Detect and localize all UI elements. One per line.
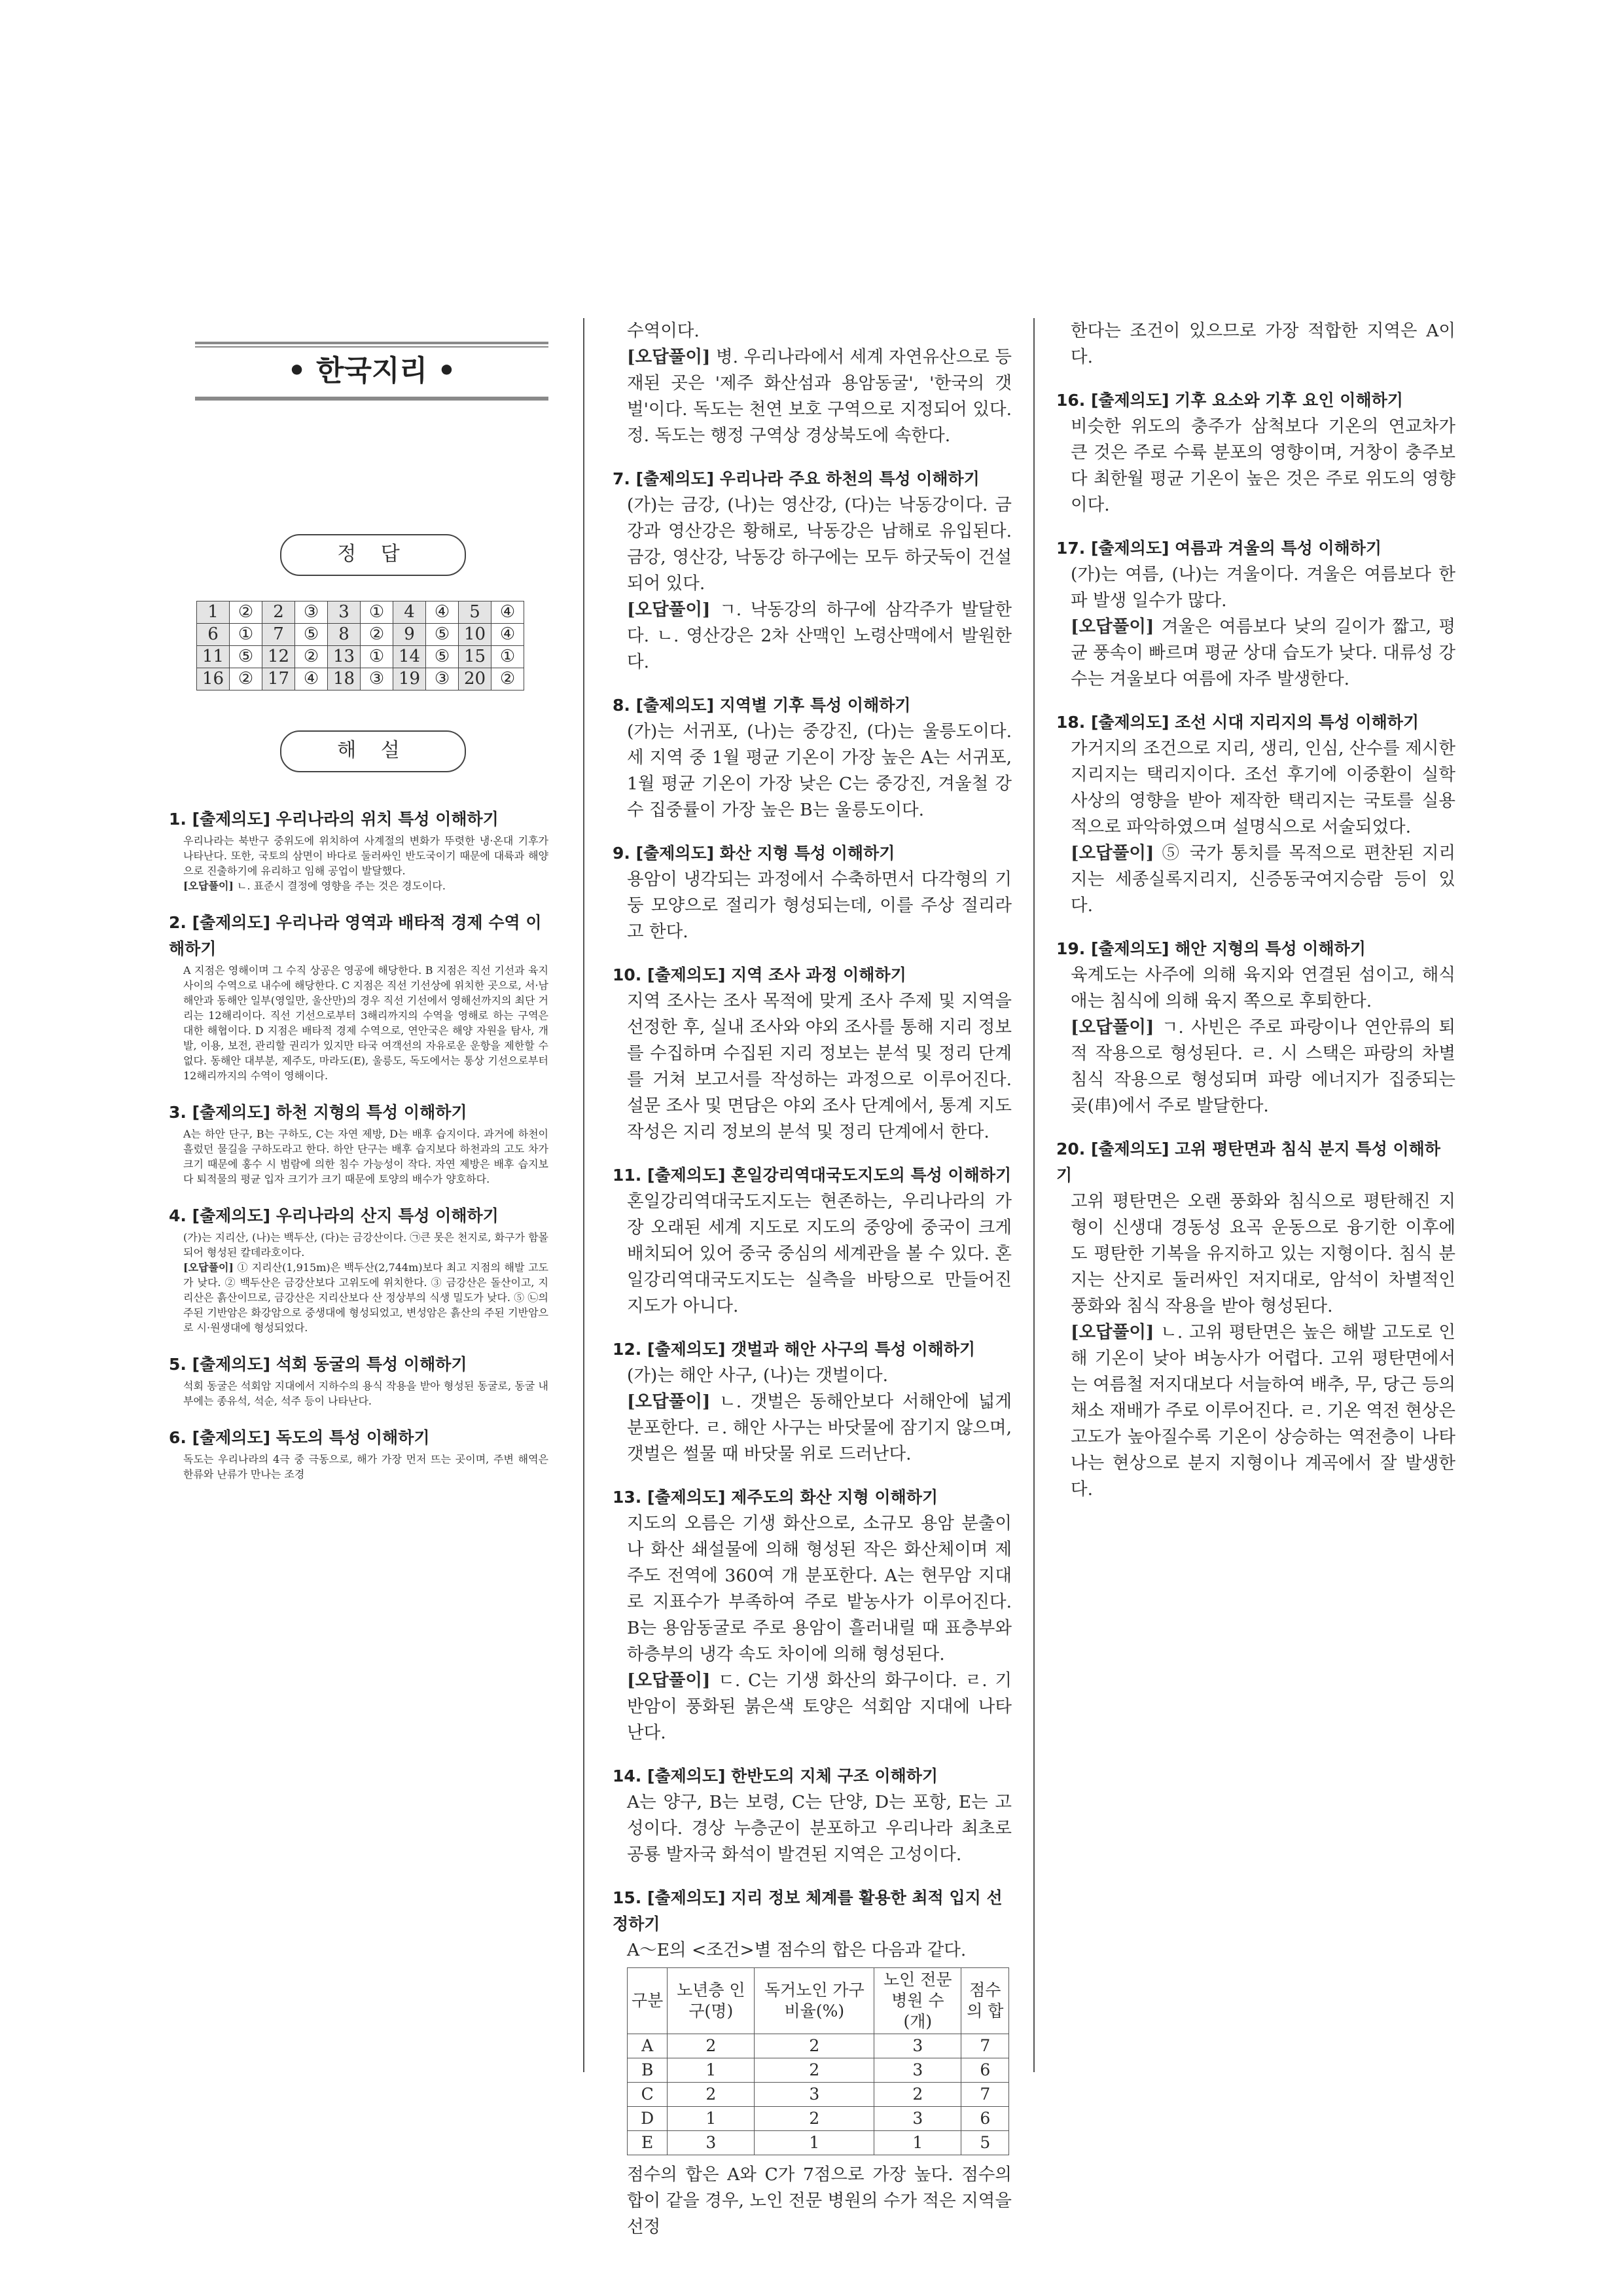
answer-number: 3 <box>328 601 361 624</box>
explanation-column-1 <box>169 806 548 1498</box>
table-row <box>628 2083 1009 2107</box>
question-body: 육계도는 사주에 의해 육지와 연결된 섬이고, 해식애는 침식에 의해 육지 쪽으로 후퇴한다. [오답풀이] ㄱ. 사빈은 주로 파랑이나 연안류의 퇴적 작용으로 형성된다. ㄹ. 시 스택은 파랑의 차별 침식 작용으로 형성되며 파랑 에너지가 집중되는 곶(串)에서 주로 발달한다. <box>1071 965 1455 1116</box>
answer-number: 20 <box>459 668 491 691</box>
question-body: 석회 동굴은 석회암 지대에서 지하수의 용식 작용을 받아 형성된 동굴로, 동굴 내부에는 종유석, 석순, 석주 등이 나타난다. <box>183 1380 548 1407</box>
question-18 <box>1056 709 1455 919</box>
question-20 <box>1056 1136 1455 1503</box>
question-body: (가)는 지리산, (나)는 백두산, (다)는 금강산이다. ㉠큰 못은 천지로, 화구가 함몰되어 형성된 칼데라호이다. [오답풀이] ① 지리산(1,915m)은 백두산(2,744m)보다 최고 지점의 해발 고도가 낮다. ② 백두산은 금강산보다 고위도에 위치한다. ③ 금강산은 돌산이고, 지리산은 흙산이므로, 금강산은 지리산보다 산 정상부의 식생 밀도가 낮다. ⑤ ㉡의 주된 기반암은 화강암으로 중생대에 형성되었고, 변성암은 흙산의 주된 기반암으로 시·원생대에 형성되었다. <box>183 1231 548 1334</box>
question-body: A 지점은 영해이며 그 수직 상공은 영공에 해당한다. B 지점은 직선 기선과 육지 사이의 수역으로 내수에 해당한다. C 지점은 직선 기선상에 위치한 곳으로, 서·남해안과 동해안 일부(영일만, 울산만)의 경우 직선 기선에서 영해선까지의 최단 거리는 12해리이다. 직선 기선으로부터 3해리까지의 수역을 영해로 하는 구역은 대한 해협이다. D 지점은 배타적 경제 수역으로, 연안국은 해양 자원을 탐사, 개발, 이용, 보전, 관리할 권리가 있지만 타국 여객선의 자유로운 운항을 제한할 수 없다. 동해안 대부분, 제주도, 마라도(E), 울릉도, 독도에서는 통상 기선으로부터 12해리까지의 수역이 영해이다. <box>183 964 548 1082</box>
table-cell: 2 <box>874 2083 961 2107</box>
answer-number: 16 <box>197 668 230 691</box>
answer-row <box>197 668 524 691</box>
question-body: 용암이 냉각되는 과정에서 수축하면서 다각형의 기둥 모양으로 절리가 형성되는데, 이를 주상 절리라고 한다. <box>627 869 1012 942</box>
table-row <box>628 2107 1009 2131</box>
answer-choice: ③ <box>426 668 459 691</box>
answer-choice: ④ <box>295 668 328 691</box>
question-heading: 7. [출제의도] 우리나라 주요 하천의 특성 이해하기 <box>613 469 980 488</box>
answer-row <box>197 601 524 624</box>
question-heading: 13. [출제의도] 제주도의 화산 지형 이해하기 <box>613 1488 938 1507</box>
answer-choice: ② <box>491 668 524 691</box>
question-body: 비슷한 위도의 충주가 삼척보다 기온의 연교차가 큰 것은 주로 수륙 분포의 영향이며, 거창이 충주보다 최한월 평균 기온이 높은 것은 주로 위도의 영향이다. <box>1071 416 1455 515</box>
table-cell: 2 <box>755 2107 874 2131</box>
answer-choice: ② <box>230 601 262 624</box>
table-cell: 3 <box>874 2058 961 2083</box>
title-rule-top <box>195 342 548 344</box>
answer-number: 19 <box>393 668 426 691</box>
answer-number: 12 <box>262 646 295 668</box>
answer-choice: ③ <box>295 601 328 624</box>
table-cell: B <box>628 2058 668 2083</box>
table-cell: 3 <box>755 2083 874 2107</box>
question-body: A～E의 <조건>별 점수의 합은 다음과 같다. <box>627 1940 967 1960</box>
title-block <box>195 342 548 401</box>
table-cell: D <box>628 2107 668 2131</box>
answer-table <box>196 601 524 691</box>
answer-choice: ① <box>491 646 524 668</box>
table-cell: 2 <box>668 2034 755 2058</box>
question-14 <box>613 1763 1012 1868</box>
answer-choice: ② <box>230 668 262 691</box>
score-table-header <box>628 1968 1009 2034</box>
table-cell: 1 <box>755 2131 874 2155</box>
answer-label: 정 답 <box>280 534 466 576</box>
answer-choice: ⑤ <box>230 646 262 668</box>
question-heading: 20. [출제의도] 고위 평탄면과 침식 분지 특성 이해하기 <box>1056 1139 1440 1185</box>
explanation-label: 해 설 <box>280 730 466 772</box>
question-body: 한다는 조건이 있으므로 가장 적합한 지역은 A이다. <box>1071 321 1455 367</box>
question-body: 지도의 오름은 기생 화산으로, 소규모 용암 분출이나 화산 쇄설물에 의해 형성된 작은 화산체이며 제주도 전역에 360여 개 분포한다. A는 현무암 지대로 지표수가 부족하여 주로 밭농사가 이루어진다. B는 용암동굴로 주로 용암이 흘러내릴 때 표층부와 하층부의 냉각 속도 차이에 의해 형성된다. [오답풀이] ㄷ. C는 기생 화산의 화구이다. ㄹ. 기반암이 풍화된 붉은색 토양은 석회암 지대에 나타난다. <box>627 1513 1012 1743</box>
answer-number: 17 <box>262 668 295 691</box>
table-cell: C <box>628 2083 668 2107</box>
answer-choice: ⑤ <box>426 646 459 668</box>
explanation-column-3 <box>1056 318 1455 1520</box>
question-6 <box>169 1425 548 1481</box>
title-rule-bottom <box>195 398 548 401</box>
question-heading: 6. [출제의도] 독도의 특성 이해하기 <box>169 1428 430 1447</box>
answer-choice: ① <box>361 646 393 668</box>
table-cell: 7 <box>961 2034 1009 2058</box>
answer-number: 11 <box>197 646 230 668</box>
question-heading: 16. [출제의도] 기후 요소와 기후 요인 이해하기 <box>1056 391 1403 410</box>
answer-choice: ① <box>230 624 262 646</box>
question-heading: 8. [출제의도] 지역별 기후 특성 이해하기 <box>613 696 911 715</box>
question-body: (가)는 해안 사구, (나)는 갯벌이다. [오답풀이] ㄴ. 갯벌은 동해안보다 서해안에 넓게 분포한다. ㄹ. 해안 사구는 바닷물에 잠기지 않으며, 갯벌은 썰물 때 바닷물 위로 드러난다. <box>627 1365 1012 1464</box>
answer-number: 7 <box>262 624 295 646</box>
question-body: A는 양구, B는 보령, C는 단양, D는 포항, E는 고성이다. 경상 누층군이 분포하고 우리나라 최초로 공룡 발자국 화석이 발견된 지역은 고성이다. <box>627 1792 1012 1865</box>
table-header-cell: 노인 전문 병원 수(개) <box>874 1968 961 2034</box>
question-body: 독도는 우리나라의 4극 중 극동으로, 해가 가장 먼저 뜨는 곳이며, 주변 해역은 한류와 난류가 만나는 조경 <box>183 1453 548 1480</box>
question-heading: 18. [출제의도] 조선 시대 지리지의 특성 이해하기 <box>1056 713 1419 732</box>
question-heading: 9. [출제의도] 화산 지형 특성 이해하기 <box>613 844 895 863</box>
question-heading: 3. [출제의도] 하천 지형의 특성 이해하기 <box>169 1103 467 1122</box>
table-cell: 1 <box>668 2107 755 2131</box>
answer-row <box>197 624 524 646</box>
answer-choice: ⑤ <box>295 624 328 646</box>
question-body: 우리나라는 북반구 중위도에 위치하여 사계절의 변화가 뚜렷한 냉·온대 기후가 나타난다. 또한, 국토의 삼면이 바다로 둘러싸인 반도국이기 때문에 대륙과 해양으로 진출하기에 유리하고 임해 공업이 발달했다. [오답풀이] ㄴ. 표준시 결정에 영향을 주는 것은 경도이다. <box>183 834 548 892</box>
answer-choice: ③ <box>361 668 393 691</box>
question-9 <box>613 840 1012 945</box>
question-11 <box>613 1162 1012 1319</box>
answer-choice: ④ <box>491 601 524 624</box>
answer-choice: ② <box>361 624 393 646</box>
question-body: 점수의 합은 A와 C가 7점으로 가장 높다. 점수의 합이 같을 경우, 노인 전문 병원의 수가 적은 지역을 선정 <box>627 2164 1012 2237</box>
question-12 <box>613 1336 1012 1467</box>
question-16 <box>1056 387 1455 518</box>
question-heading: 10. [출제의도] 지역 조사 과정 이해하기 <box>613 965 906 984</box>
table-cell: 3 <box>874 2107 961 2131</box>
table-cell: 3 <box>668 2131 755 2155</box>
answer-row <box>197 646 524 668</box>
question-body: (가)는 여름, (나)는 겨울이다. 겨울은 여름보다 한파 발생 일수가 많다. [오답풀이] 겨울은 여름보다 낮의 길이가 짧고, 평균 풍속이 빠르며 평균 상대 습도가 낮다. 대류성 강수는 겨울보다 여름에 자주 발생한다. <box>1071 564 1455 689</box>
column-divider <box>1033 318 1035 2072</box>
question-6-continued <box>613 318 1012 449</box>
page-title: • 한국지리 • <box>287 354 456 387</box>
question-heading: 11. [출제의도] 혼일강리역대국도지도의 특성 이해하기 <box>613 1166 1012 1185</box>
table-cell: 2 <box>755 2034 874 2058</box>
question-5 <box>169 1352 548 1408</box>
question-10 <box>613 962 1012 1145</box>
question-body: 지역 조사는 조사 목적에 맞게 조사 주제 및 지역을 선정한 후, 실내 조사와 야외 조사를 통해 지리 정보를 수집하며 수집된 지리 정보는 분석 및 정리 단계를 거쳐 보고서를 작성하는 과정으로 이루어진다. 설문 조사 및 면담은 야외 조사 단계에서, 통계 지도 작성은 지리 정보의 분석 및 정리 단계에서 한다. <box>627 991 1012 1142</box>
answer-choice: ① <box>361 601 393 624</box>
question-heading: 15. [출제의도] 지리 정보 체계를 활용한 최적 입지 선정하기 <box>613 1888 1003 1933</box>
question-heading: 4. [출제의도] 우리나라의 산지 특성 이해하기 <box>169 1206 499 1225</box>
question-15-continued <box>1056 318 1455 370</box>
table-cell: 6 <box>961 2058 1009 2083</box>
answer-choice: ⑤ <box>426 624 459 646</box>
question-heading: 17. [출제의도] 여름과 겨울의 특성 이해하기 <box>1056 539 1382 558</box>
answer-number: 8 <box>328 624 361 646</box>
column-divider <box>583 318 584 2072</box>
question-heading: 19. [출제의도] 해안 지형의 특성 이해하기 <box>1056 939 1366 958</box>
question-body: 혼일강리역대국도지도는 현존하는, 우리나라의 가장 오래된 세계 지도로 지도의 중앙에 중국이 크게 배치되어 있어 중국 중심의 세계관을 볼 수 있다. 혼일강리역대국도지도는 실측을 바탕으로 만들어진 지도가 아니다. <box>627 1191 1012 1316</box>
question-17 <box>1056 535 1455 692</box>
table-cell: 5 <box>961 2131 1009 2155</box>
answer-number: 6 <box>197 624 230 646</box>
table-cell: 6 <box>961 2107 1009 2131</box>
table-cell: 1 <box>668 2058 755 2083</box>
table-header-cell: 점수의 합 <box>961 1968 1009 2034</box>
table-header-cell: 노년층 인구(명) <box>668 1968 755 2034</box>
question-heading: 1. [출제의도] 우리나라의 위치 특성 이해하기 <box>169 810 499 829</box>
answer-number: 5 <box>459 601 491 624</box>
table-cell: 1 <box>874 2131 961 2155</box>
answer-choice: ④ <box>491 624 524 646</box>
question-body: 고위 평탄면은 오랜 풍화와 침식으로 평탄해진 지형이 신생대 경동성 요곡 운동으로 융기한 이후에도 평탄한 기복을 유지하고 있는 지형이다. 침식 분지는 산지로 둘러싸인 저지대로, 암석이 차별적인 풍화와 침식 작용을 받아 형성된다. [오답풀이] ㄴ. 고위 평탄면은 높은 해발 고도로 인해 기온이 낮아 벼농사가 어렵다. 고위 평탄면에서는 여름철 저지대보다 서늘하여 배추, 무, 당근 등의 채소 재배가 주로 이루어진다. ㄹ. 기온 역전 현상은 고도가 높아질수록 기온이 상승하는 역전층이 나타나는 현상으로 분지 지형이나 계곡에서 잘 발생한다. <box>1071 1191 1455 1499</box>
question-8 <box>613 692 1012 823</box>
question-4 <box>169 1203 548 1335</box>
table-cell: 2 <box>668 2083 755 2107</box>
answer-number: 13 <box>328 646 361 668</box>
answer-number: 9 <box>393 624 426 646</box>
table-cell: A <box>628 2034 668 2058</box>
question-heading: 12. [출제의도] 갯벌과 해안 사구의 특성 이해하기 <box>613 1340 976 1359</box>
question-body: (가)는 금강, (나)는 영산강, (다)는 낙동강이다. 금강과 영산강은 황해로, 낙동강은 남해로 유입된다. 금강, 영산강, 낙동강 하구에는 모두 하굿둑이 건설되어 있다. [오답풀이] ㄱ. 낙동강의 하구에 삼각주가 발달한다. ㄴ. 영산강은 2차 산맥인 노령산맥에서 발원한다. <box>627 495 1012 672</box>
answer-choice: ② <box>295 646 328 668</box>
question-body: 수역이다. [오답풀이] 병. 우리나라에서 세계 자연유산으로 등재된 곳은 '제주 화산섬과 용암동굴', '한국의 갯벌'이다. 독도는 천연 보호 구역으로 지정되어 있다. 정. 독도는 행정 구역상 경상북도에 속한다. <box>627 321 1012 446</box>
table-row <box>628 2131 1009 2155</box>
question-heading: 14. [출제의도] 한반도의 지체 구조 이해하기 <box>613 1767 938 1785</box>
table-cell: 7 <box>961 2083 1009 2107</box>
answer-number: 18 <box>328 668 361 691</box>
question-heading: 2. [출제의도] 우리나라 영역과 배타적 경제 수역 이해하기 <box>169 913 542 958</box>
answer-number: 10 <box>459 624 491 646</box>
question-15 <box>613 1885 1012 2240</box>
answer-number: 4 <box>393 601 426 624</box>
table-cell: 2 <box>755 2058 874 2083</box>
question-3 <box>169 1100 548 1186</box>
table-row <box>628 2058 1009 2083</box>
question-body: A는 하안 단구, B는 구하도, C는 자연 제방, D는 배후 습지이다. 과거에 하천이 흘렀던 물길을 구하도라고 한다. 하안 단구는 배후 습지보다 하천과의 고도 차가 크기 때문에 홍수 시 범람에 의한 침수 가능성이 작다. 자연 제방은 배후 습지보다 퇴적물의 평균 입자 크기가 크기 때문에 토양의 배수가 양호하다. <box>183 1128 548 1185</box>
answer-number: 1 <box>197 601 230 624</box>
answer-choice: ④ <box>426 601 459 624</box>
question-13 <box>613 1484 1012 1746</box>
table-cell: 3 <box>874 2034 961 2058</box>
answer-number: 14 <box>393 646 426 668</box>
question-heading: 5. [출제의도] 석회 동굴의 특성 이해하기 <box>169 1355 467 1374</box>
question-1 <box>169 806 548 893</box>
table-cell: E <box>628 2131 668 2155</box>
table-header-cell: 구분 <box>628 1968 668 2034</box>
answer-number: 15 <box>459 646 491 668</box>
question-19 <box>1056 936 1455 1119</box>
table-row <box>628 2034 1009 2058</box>
question-2 <box>169 910 548 1083</box>
table-header-cell: 독거노인 가구 비율(%) <box>755 1968 874 2034</box>
question-body: (가)는 서귀포, (나)는 중강진, (다)는 울릉도이다. 세 지역 중 1월 평균 기온이 가장 높은 A는 서귀포, 1월 평균 기온이 가장 낮은 C는 중강진, 겨울철 강수 집중률이 가장 높은 B는 울릉도이다. <box>627 721 1012 820</box>
question-body: 가거지의 조건으로 지리, 생리, 인심, 산수를 제시한 지리지는 택리지이다. 조선 후기에 이중환이 실학사상의 영향을 받아 제작한 택리지는 국토를 실용적으로 파악하였으며 설명식으로 서술되었다. [오답풀이] ⑤ 국가 통치를 목적으로 편찬된 지리지는 세종실록지리지, 신증동국여지승람 등이 있다. <box>1071 738 1455 916</box>
question-7 <box>613 466 1012 675</box>
explanation-column-2 <box>613 318 1012 2257</box>
answer-number: 2 <box>262 601 295 624</box>
score-table <box>627 1967 1009 2155</box>
